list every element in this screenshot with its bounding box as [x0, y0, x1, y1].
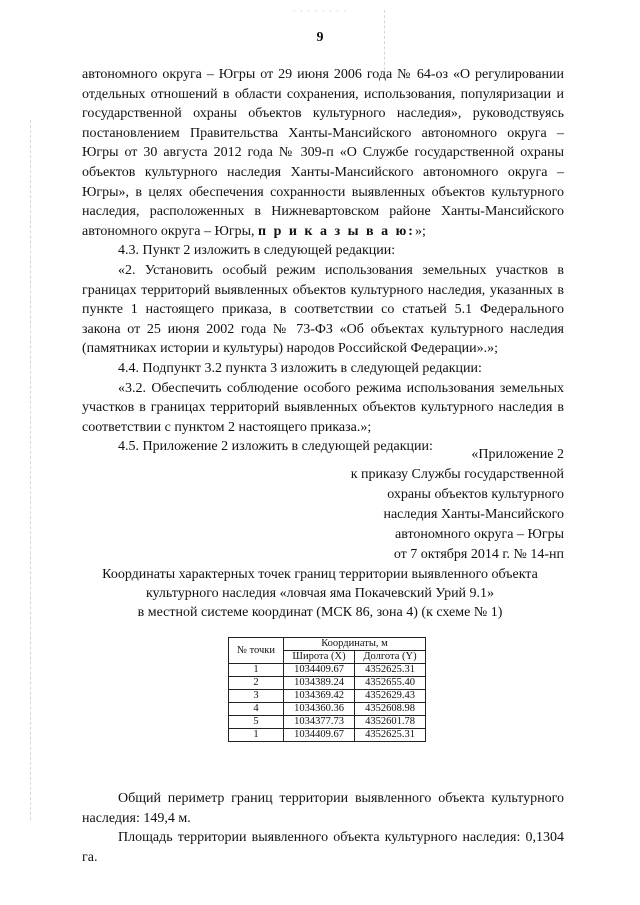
- table-header-row: [229, 638, 426, 651]
- cell-point: 3: [229, 690, 284, 703]
- cell-latitude: 1034377.73: [284, 716, 355, 729]
- table-row: [229, 729, 426, 742]
- area-paragraph: Площадь территории выявленного объекта культурного наследия: 0,1304 га.: [82, 830, 564, 865]
- body-text: [82, 65, 564, 457]
- cell-point: 2: [229, 677, 284, 690]
- appendix-line: охраны объектов культурного: [387, 487, 564, 502]
- table-row: [229, 664, 426, 677]
- table-row: [229, 703, 426, 716]
- footer-text: [82, 789, 564, 867]
- order-word: п р и к а з ы в а ю:: [258, 223, 415, 239]
- coordinates-table: [228, 637, 426, 742]
- paragraph-4-3: 4.3. Пункт 2 изложить в следующей редакции:: [118, 243, 396, 259]
- appendix-header: [351, 445, 564, 565]
- cell-longitude: 4352608.98: [355, 703, 426, 716]
- paragraph-4-4: 4.4. Подпункт 3.2 пункта 3 изложить в следующей редакции:: [118, 360, 482, 376]
- cell-point: 5: [229, 716, 284, 729]
- table-row: [229, 690, 426, 703]
- header-point-number: № точки: [229, 638, 284, 664]
- scan-artifact: · · · · · · · ·: [292, 6, 348, 16]
- cell-latitude: 1034409.67: [284, 729, 355, 742]
- appendix-line: к приказу Службы государственной: [350, 467, 564, 482]
- paragraph-point-2: «2. Установить особый режим использования земельных участков в границах территорий выявленных объектов культурного наследия, указанных в пункте 1 настоящего приказа, в соответствии со статьей 5.1 Федерального закона от 25 июня 2002 года № 73-ФЗ «Об объектах культурного наследия (памятниках истории и культуры) народов Российской Федерации».»;: [82, 262, 564, 357]
- cell-longitude: 4352655.40: [355, 677, 426, 690]
- cell-longitude: 4352629.43: [355, 690, 426, 703]
- appendix-line: от 7 октября 2014 г. № 14-нп: [393, 547, 564, 562]
- cell-longitude: 4352625.31: [355, 729, 426, 742]
- table-row: [229, 677, 426, 690]
- paragraph-preamble: автономного округа – Югры от 29 июня 2006 года № 64-оз «О регулировании отдельных отношений в области сохранения, использования, популяризации и государственной охраны объектов культурного наследия», руководствуясь постановлением Правительства Ханты-Мансийского автономного округа – Югры от 30 августа 2012 года № 309-п «О Службе государственной охраны объектов культурного наследия Ханты-Мансийского автономного округа – Югры», в целях обеспечения сохранности выявленных объектов культурного наследия, расположенных в Нижневартовском районе Ханты-Мансийского автономного округа – Югры, п р и к а з ы в а ю:»;: [82, 67, 564, 239]
- cell-longitude: 4352625.31: [355, 664, 426, 677]
- perimeter-paragraph: Общий периметр границ территории выявленного объекта культурного наследия: 149,4 м.: [82, 791, 564, 826]
- cell-latitude: 1034409.67: [284, 664, 355, 677]
- appendix-line: «Приложение 2: [471, 447, 564, 462]
- header-longitude: Долгота (Y): [355, 651, 426, 664]
- cell-point: 4: [229, 703, 284, 716]
- cell-latitude: 1034360.36: [284, 703, 355, 716]
- header-latitude: Широта (X): [284, 651, 355, 664]
- title-line: Координаты характерных точек границ территории выявленного объекта: [102, 567, 538, 582]
- appendix-line: автономного округа – Югры: [395, 527, 564, 542]
- appendix-line: наследия Ханты-Мансийского: [383, 507, 564, 522]
- cell-longitude: 4352601.78: [355, 716, 426, 729]
- cell-latitude: 1034389.24: [284, 677, 355, 690]
- title-line: в местной системе координат (МСК 86, зона 4) (к схеме № 1): [137, 605, 503, 620]
- cell-point: 1: [229, 729, 284, 742]
- title-line: культурного наследия «ловчая яма Покачевский Урий 9.1»: [145, 586, 495, 601]
- paragraph-4-5: 4.5. Приложение 2 изложить в следующей редакции:: [118, 439, 433, 455]
- page-number: 9: [316, 30, 324, 45]
- scan-margin-line: [30, 120, 31, 820]
- coordinates-title: [60, 565, 580, 622]
- cell-point: 1: [229, 664, 284, 677]
- table-row: [229, 716, 426, 729]
- header-coordinates: Координаты, м: [284, 638, 426, 651]
- cell-latitude: 1034369.42: [284, 690, 355, 703]
- paragraph-point-3-2: «3.2. Обеспечить соблюдение особого режима использования земельных участков в границах территорий выявленных объектов культурного наследия в соответствии с пунктом 2 настоящего приказа.»;: [82, 380, 564, 435]
